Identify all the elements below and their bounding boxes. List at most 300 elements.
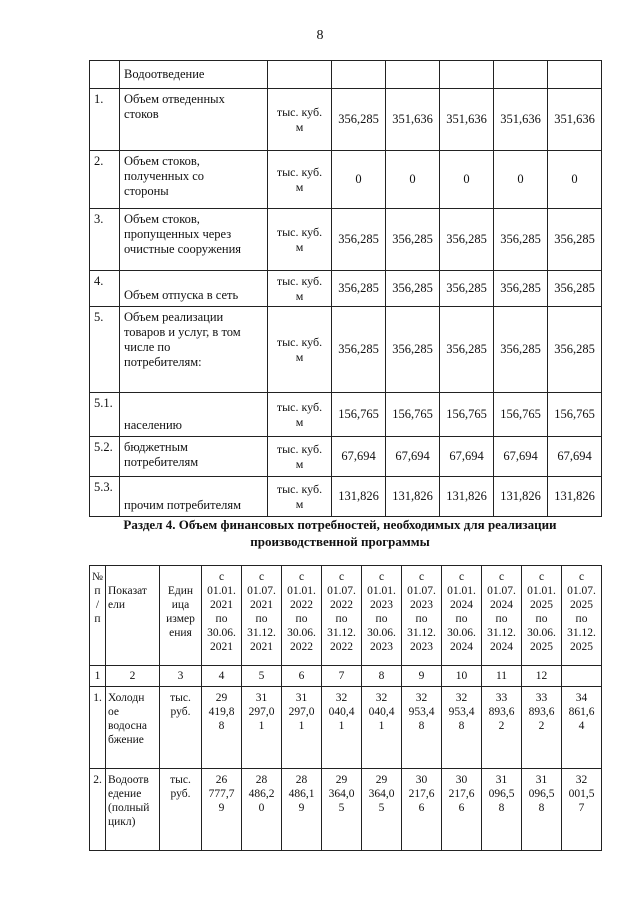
cell-line: 31 [255,692,268,704]
cell-line: 26 [215,774,228,786]
value-cell: 356,285 [332,89,386,151]
row-number: 5. [90,307,120,393]
value-cell: 131,826 [494,477,548,517]
cell-line: 8 [218,720,225,732]
column-index: 2 [106,666,160,687]
cell-line: стоков [124,107,159,121]
value-cell [522,769,562,851]
cell-line: 7 [578,802,585,814]
row-name [120,393,268,437]
cell-line: 32 [575,774,588,786]
cell-line: 8 [458,720,465,732]
cell-line: ица [171,599,190,611]
cell-line: 040,4 [368,706,395,718]
value-cell: 0 [548,151,602,209]
cell-line: бюджетным [124,440,188,454]
cell-line: 01.01. [527,585,556,597]
cell-line: потребителям [124,455,199,469]
cell-line: 01.01. [447,585,476,597]
cell-line: 217,6 [408,788,435,800]
value-cell: 356,285 [548,271,602,307]
column-index: 11 [482,666,522,687]
value-cell: 156,765 [440,393,494,437]
value-cell: 356,285 [440,271,494,307]
page-number: 8 [316,28,324,43]
cell-line: тыс. куб. [276,224,323,239]
cell-line: тыс. [170,774,191,786]
value-cell: 356,285 [386,209,440,271]
cell-line: м [295,414,304,429]
cell-line: 2023 [370,641,393,653]
cell-line: 2023 [370,599,393,611]
table-row [90,477,602,517]
header-indicator [106,566,160,666]
cell-line: 9 [298,802,305,814]
value-cell: 131,826 [440,477,494,517]
cell-line: 001,5 [568,788,595,800]
cell-line: 31.12. [487,627,516,639]
cell-line: м [295,456,304,471]
cell-line: с [298,571,305,583]
cell-line: 2023 [410,599,433,611]
cell-line: населению [124,418,182,432]
cell-line: 01.07. [247,585,276,597]
cell-line: Объем отпуска в сеть [124,288,239,302]
value-cell: 356,285 [548,209,602,271]
cell-line: 29 [215,692,228,704]
value-cell: 356,285 [386,307,440,393]
cell-line: водосна [108,720,148,732]
cell-line: 32 [375,692,388,704]
cell-line: 297,0 [248,706,275,718]
value-cell: 0 [440,151,494,209]
table-row [90,209,602,271]
header-period [482,566,522,666]
cell-line: 29 [335,774,348,786]
row-number: 4. [90,271,120,307]
value-cell [362,769,402,851]
cell-line: 34 [575,692,588,704]
row-number: 2. [90,769,106,851]
cell-line: 2022 [290,599,313,611]
header-period [522,566,562,666]
cell-line: 2022 [330,641,353,653]
section-4-title [60,516,620,550]
column-index: 5 [242,666,282,687]
water-disposal-table [89,60,602,517]
header-num [90,566,106,666]
cell-line: потребителям: [124,355,202,369]
cell-line: 01.01. [207,585,236,597]
cell-line: с [378,571,385,583]
cell-line: 31.12. [247,627,276,639]
cell-line: п [94,613,101,625]
row-unit [268,271,332,307]
row-unit [268,209,332,271]
value-cell: 67,694 [332,437,386,477]
cell-line: 364,0 [368,788,395,800]
cell-line: 893,6 [528,706,555,718]
cell-line: Водоотв [108,774,149,786]
value-cell: 156,765 [332,393,386,437]
cell-line: 953,4 [448,706,475,718]
cell-line: тыс. куб. [276,273,323,288]
value-cell: 356,285 [440,209,494,271]
header-row [90,566,602,666]
value-cell: 356,285 [494,209,548,271]
value-cell [322,687,362,769]
value-cell: 0 [332,151,386,209]
row-number: 1. [90,89,120,151]
cell-line: ения [169,627,192,639]
row-number: 2. [90,151,120,209]
cell-line: 1 [258,720,265,732]
row-unit [268,437,332,477]
cell-line: 28 [295,774,308,786]
header-period [562,566,602,666]
cell-line: 5 [338,802,345,814]
value-cell [242,687,282,769]
value-cell: 356,285 [440,307,494,393]
cell-line: 8 [538,802,545,814]
cell-line: 096,5 [528,788,555,800]
cell-line: товаров и услуг, в том [124,325,241,339]
cell-line: 31.12. [327,627,356,639]
cell-line: по [295,613,308,625]
row-name [120,89,268,151]
cell-line: 31.12. [407,627,436,639]
cell-line: с [258,571,265,583]
cell-line: 2021 [210,599,233,611]
cell-line: 1 [378,720,385,732]
row-unit [268,89,332,151]
cell-line: с [578,571,585,583]
cell-line: по [335,613,348,625]
cell-line: пропущенных через [124,227,232,241]
cell-line: Объем стоков, [124,154,200,168]
cell-line: тыс. куб. [276,399,323,414]
cell-line: по [575,613,588,625]
value-cell: 131,826 [548,477,602,517]
cell-line: м [295,496,304,511]
cell-line: м [295,179,304,194]
row-number: 1. [90,687,106,769]
row-number: 5.2. [90,437,120,477]
table-row [90,437,602,477]
cell-line: 2025 [570,599,593,611]
cell-line: 2021 [250,599,273,611]
cell-line: 8 [418,720,425,732]
cell-line: Объем отведенных [124,92,225,106]
header-period [442,566,482,666]
cell-line: 31 [495,774,508,786]
cell-line: измер [166,613,195,625]
value-cell [442,769,482,851]
cell-line: 8 [498,802,505,814]
cell-line: Един [167,585,194,597]
cell-line: 01.01. [367,585,396,597]
cell-line: 364,0 [328,788,355,800]
cell-line: 30.06. [287,627,316,639]
value-cell [482,769,522,851]
row-unit [268,151,332,209]
cell-line: Показат [108,585,147,597]
cell-line: 33 [535,692,548,704]
column-index: 8 [362,666,402,687]
cell-line: с [458,571,465,583]
cell-line: Объем стоков, [124,212,200,226]
header-period [242,566,282,666]
value-cell [202,687,242,769]
cell-line: 30.06. [207,627,236,639]
cell-line: 953,4 [408,706,435,718]
cell-line: 31 [535,774,548,786]
cell-line: ое [108,706,119,718]
cell-line: 893,6 [488,706,515,718]
value-cell [522,687,562,769]
cell-line: 2 [498,720,505,732]
value-cell [282,769,322,851]
value-cell [442,687,482,769]
cell-line: № [92,571,103,583]
row-name [120,209,268,271]
cell-line: по [455,613,468,625]
cell-line: 486,2 [248,788,275,800]
section-4-title-line: производственной программы [250,534,430,549]
cell-line: 33 [495,692,508,704]
cell-line: 2024 [490,641,513,653]
column-index: 1 [90,666,106,687]
table-row [90,687,602,769]
cell-line: 2021 [250,641,273,653]
cell-line: с [418,571,425,583]
cell-line: Объем реализации [124,310,224,324]
header-period [282,566,322,666]
row-name [106,769,160,851]
value-cell [242,769,282,851]
cell-line: едение [108,788,142,800]
value-cell: 356,285 [494,307,548,393]
cell-line: 30 [455,774,468,786]
table-row [90,271,602,307]
value-cell: 0 [494,151,548,209]
cell-line: тыс. [170,692,191,704]
cell-line: п [94,585,101,597]
cell-line: тыс. куб. [276,104,323,119]
value-cell: 67,694 [494,437,548,477]
value-cell [562,687,602,769]
cell-line: 30.06. [447,627,476,639]
section-row [90,61,602,89]
value-cell: 156,765 [386,393,440,437]
header-period [202,566,242,666]
cell-line: 2024 [450,599,473,611]
cell-line: тыс. куб. [276,481,323,496]
row-unit [160,687,202,769]
cell-line: с [498,571,505,583]
cell-line: м [295,119,304,134]
row-number: 5.1. [90,393,120,437]
column-index: 3 [160,666,202,687]
row-name [120,271,268,307]
cell-line: по [535,613,548,625]
cell-line: 01.07. [407,585,436,597]
value-cell: 351,636 [386,89,440,151]
cell-line: числе по [124,340,171,354]
cell-line: 777,7 [208,788,235,800]
value-cell [202,769,242,851]
section-label: Водоотведение [120,61,268,89]
cell-line: 1 [338,720,345,732]
cell-line: 6 [458,802,465,814]
cell-line: по [215,613,228,625]
row-unit [268,477,332,517]
cell-line: с [338,571,345,583]
value-cell [322,769,362,851]
table-row [90,769,602,851]
cell-line: с [218,571,225,583]
cell-line: 2022 [330,599,353,611]
value-cell [482,687,522,769]
cell-line: 5 [378,802,385,814]
header-period [402,566,442,666]
cell-line: 32 [335,692,348,704]
cell-line: бжение [108,734,144,746]
header-period [362,566,402,666]
cell-line: 9 [218,802,225,814]
value-cell: 131,826 [386,477,440,517]
cell-line: по [375,613,388,625]
row-name [120,151,268,209]
cell-line: тыс. куб. [276,334,323,349]
cell-line: тыс. куб. [276,441,323,456]
value-cell: 356,285 [548,307,602,393]
cell-line: руб. [170,788,191,800]
row-name [120,437,268,477]
cell-line: стороны [124,184,169,198]
row-unit [268,393,332,437]
value-cell: 67,694 [440,437,494,477]
cell-line: 2025 [570,641,593,653]
cell-line: с [538,571,545,583]
cell-line: м [295,349,304,364]
column-index: 4 [202,666,242,687]
cell-line: 040,4 [328,706,355,718]
value-cell [362,687,402,769]
cell-line: 31.12. [567,627,596,639]
row-name [120,307,268,393]
table-row [90,393,602,437]
row-number: 5.3. [90,477,120,517]
cell-line: очистные сооружения [124,242,242,256]
cell-line: 2024 [490,599,513,611]
cell-line: 01.01. [287,585,316,597]
cell-line: 297,0 [288,706,315,718]
cell-line: 6 [418,802,425,814]
cell-line: 31 [295,692,308,704]
value-cell: 356,285 [494,271,548,307]
column-index [562,666,602,687]
cell-line: 01.07. [327,585,356,597]
value-cell [402,769,442,851]
value-cell: 156,765 [548,393,602,437]
value-cell [282,687,322,769]
cell-line: 096,5 [488,788,515,800]
cell-line: тыс. куб. [276,164,323,179]
column-index: 10 [442,666,482,687]
value-cell: 356,285 [386,271,440,307]
header-period [322,566,362,666]
cell-line: по [495,613,508,625]
value-cell [562,769,602,851]
row-unit [160,769,202,851]
cell-line: / [95,599,100,611]
value-cell [402,687,442,769]
value-cell: 131,826 [332,477,386,517]
cell-line: 30.06. [367,627,396,639]
cell-line: (полный [108,802,150,814]
value-cell: 156,765 [494,393,548,437]
cell-line: 2 [538,720,545,732]
cell-line: 32 [415,692,428,704]
cell-line: полученных со [124,169,205,183]
value-cell: 356,285 [332,271,386,307]
table-row [90,307,602,393]
column-index: 12 [522,666,562,687]
cell-line: Холодн [108,692,145,704]
cell-line: 2021 [210,641,233,653]
table-row [90,89,602,151]
cell-line: 419,8 [208,706,235,718]
column-index-row [90,666,602,687]
cell-line: ели [108,599,125,611]
column-index: 6 [282,666,322,687]
cell-line: 2025 [530,599,553,611]
cell-line: м [295,239,304,254]
cell-line: 1 [298,720,305,732]
cell-line: цикл) [108,816,136,828]
cell-line: 30.06. [527,627,556,639]
section-4-title-line: Раздел 4. Объем финансовых потребностей, необходимых для реализации [123,517,557,532]
cell-line: по [255,613,268,625]
cell-line: 32 [455,692,468,704]
cell-line: 01.07. [567,585,596,597]
value-cell: 0 [386,151,440,209]
cell-line: 217,6 [448,788,475,800]
cell-line: 29 [375,774,388,786]
cell-line: 486,1 [288,788,315,800]
cell-line: руб. [170,706,191,718]
cell-line: прочим потребителям [124,498,242,512]
value-cell: 67,694 [386,437,440,477]
financial-needs-table [89,565,602,851]
value-cell: 356,285 [332,307,386,393]
column-index: 9 [402,666,442,687]
row-name [120,477,268,517]
header-unit [160,566,202,666]
column-index: 7 [322,666,362,687]
row-unit [268,307,332,393]
cell-line: 01.07. [487,585,516,597]
cell-line: 2024 [450,641,473,653]
row-number: 3. [90,209,120,271]
value-cell: 356,285 [332,209,386,271]
value-cell: 351,636 [548,89,602,151]
cell-line: 2025 [530,641,553,653]
cell-line: 2022 [290,641,313,653]
cell-line: 4 [578,720,585,732]
cell-line: 30 [415,774,428,786]
